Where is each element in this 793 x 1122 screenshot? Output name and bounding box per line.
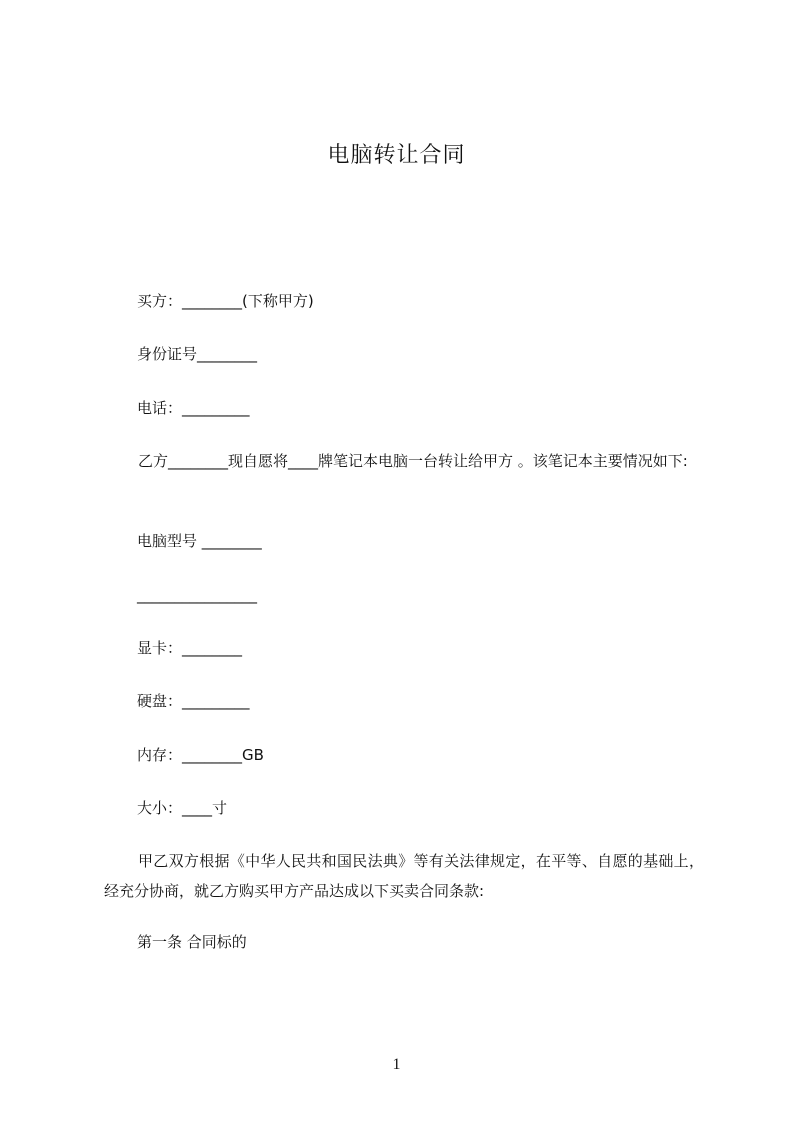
buyer-line: 买方：________(下称甲方) <box>137 292 314 310</box>
page-number: 1 <box>392 1056 401 1073</box>
id-number-line: 身份证号________ <box>137 345 258 363</box>
seller-paragraph: 乙方________现自愿将____牌笔记本电脑一台转让给甲方 。该笔记本主要情况如下: <box>138 452 688 470</box>
computer-model-line: 电脑型号 ________ <box>137 532 262 550</box>
article-one-heading: 第一条 合同标的 <box>137 933 247 951</box>
page-title: 电脑转让合同 <box>327 143 466 168</box>
blank-fill-line: ________________ <box>137 586 257 604</box>
phone-line: 电话：_________ <box>137 399 250 417</box>
memory-line: 内存：________GB <box>137 746 264 764</box>
graphics-card-line: 显卡：________ <box>137 639 243 657</box>
screen-size-line: 大小：____寸 <box>137 799 228 817</box>
agreement-paragraph: 甲乙双方根据《中华人民共和国民法典》等有关法律规定，在平等、自愿的基础上，经充分协商，就乙方购买甲方产品达成以下买卖合同条款: <box>104 852 704 900</box>
hard-disk-line: 硬盘：_________ <box>137 692 250 710</box>
